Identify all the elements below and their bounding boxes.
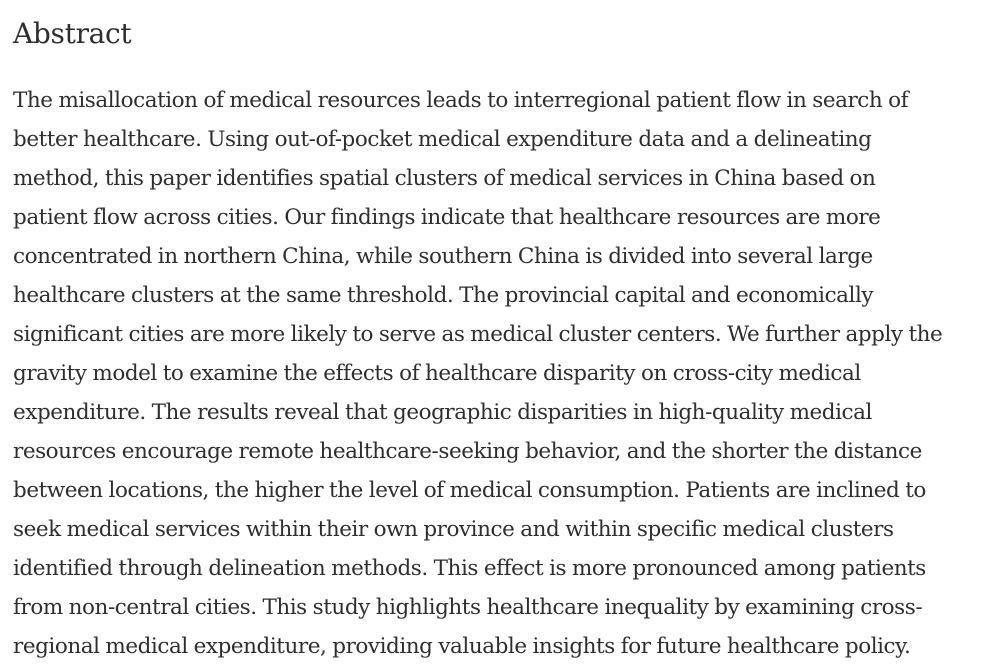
abstract-line: between locations, the higher the level of medical consumption. Patients are inclined to [13, 478, 926, 503]
abstract-line: gravity model to examine the effects of healthcare disparity on cross-city medical [13, 361, 861, 386]
abstract-line: healthcare clusters at the same threshold. The provincial capital and economically [13, 283, 874, 308]
abstract-line: identified through delineation methods. This effect is more pronounced among patients [13, 556, 926, 581]
abstract-heading: Abstract [13, 17, 132, 50]
abstract-line: significant cities are more likely to serve as medical cluster centers. We further apply the [13, 322, 943, 347]
abstract-line: resources encourage remote healthcare-seeking behavior, and the shorter the distance [13, 439, 922, 464]
abstract-line: concentrated in northern China, while southern China is divided into several large [13, 244, 873, 269]
abstract-line: seek medical services within their own province and within specific medical clusters [13, 517, 894, 542]
abstract-line: from non-central cities. This study highlights healthcare inequality by examining cross- [13, 595, 923, 620]
abstract-line: expenditure. The results reveal that geographic disparities in high-quality medical [13, 400, 872, 425]
abstract-line: regional medical expenditure, providing valuable insights for future healthcare policy. [13, 634, 911, 659]
abstract-line: The misallocation of medical resources leads to interregional patient flow in search of [13, 88, 909, 113]
abstract-line: better healthcare. Using out-of-pocket medical expenditure data and a delineating [13, 127, 872, 152]
abstract-line: patient flow across cities. Our findings indicate that healthcare resources are more [13, 205, 881, 230]
abstract-line: method, this paper identifies spatial clusters of medical services in China based on [13, 166, 876, 191]
abstract-body [13, 81, 942, 666]
